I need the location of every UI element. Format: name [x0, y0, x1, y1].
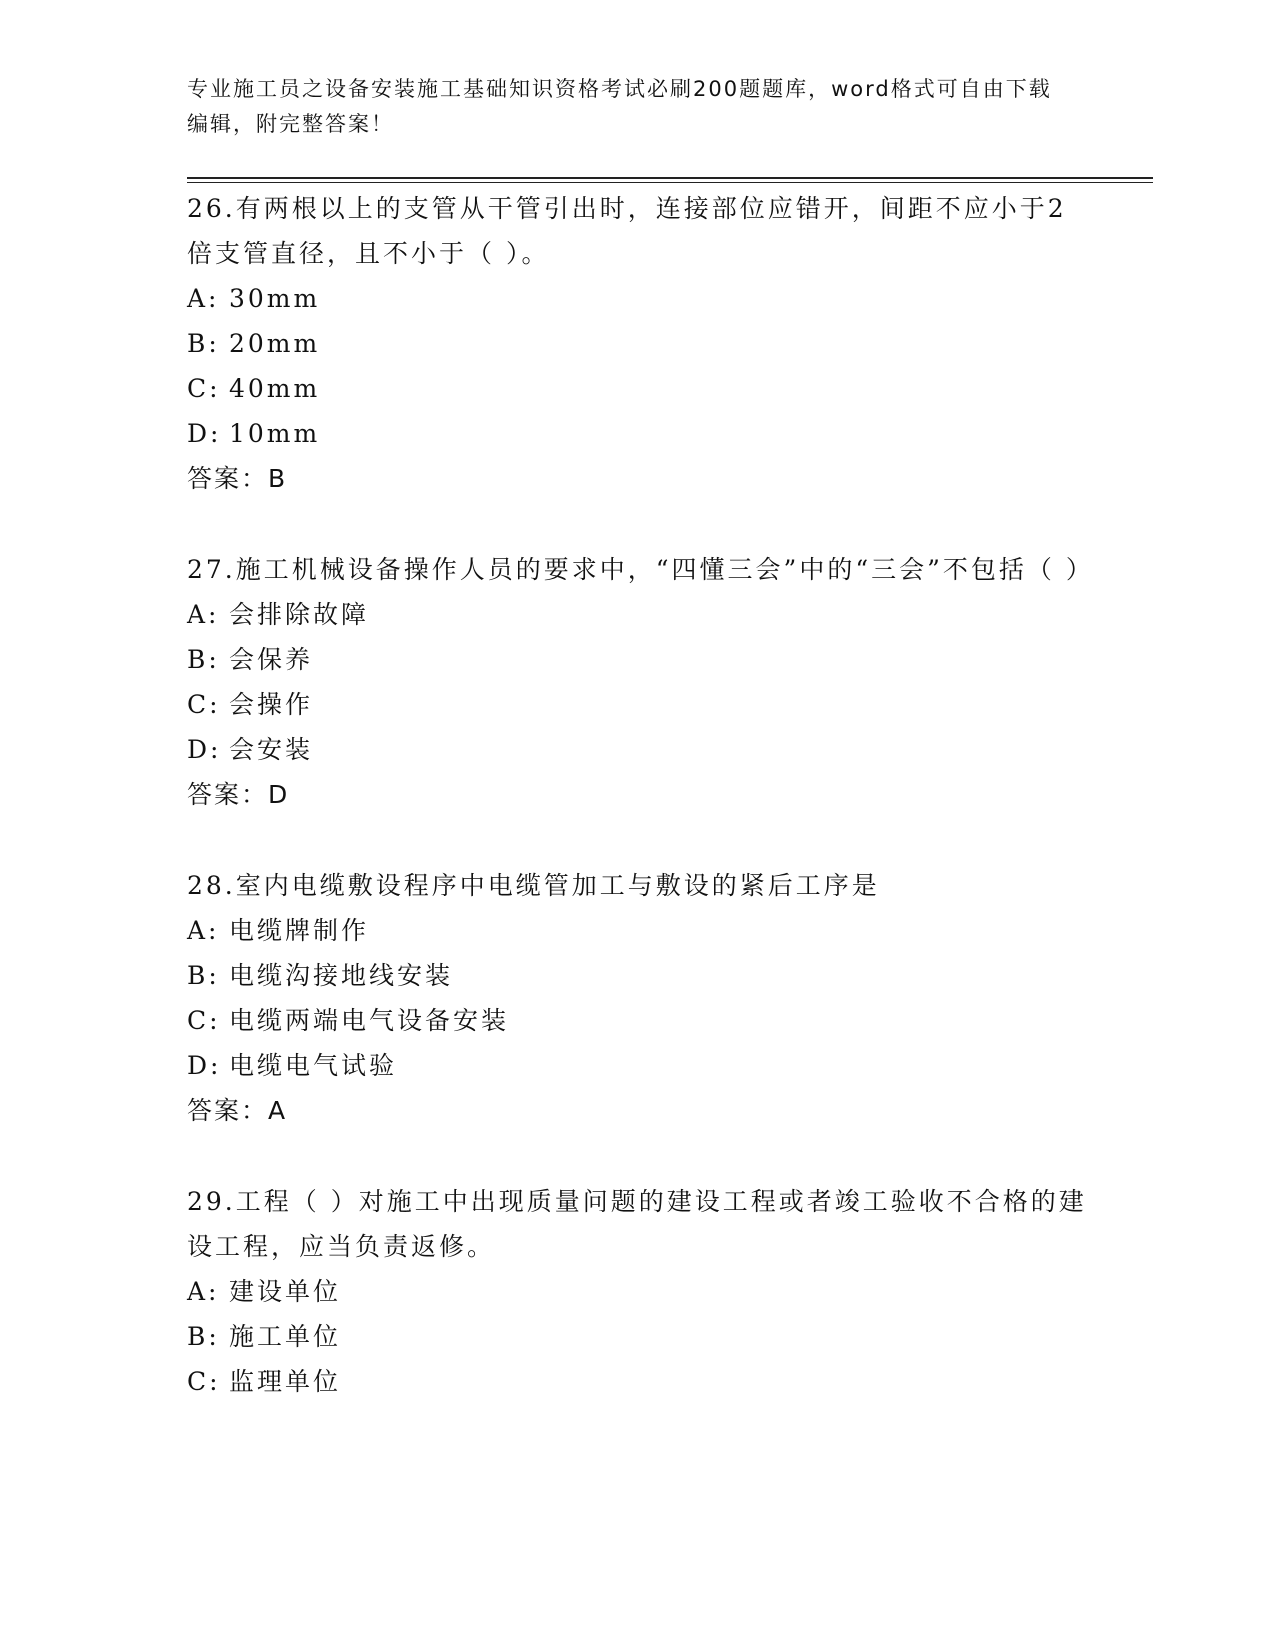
option-value: 会保养 [229, 645, 314, 674]
option-key: A: [187, 1277, 220, 1306]
option-value: 会排除故障 [229, 600, 370, 629]
option-d [187, 727, 1087, 772]
header-rule-thick [187, 177, 1153, 179]
option-key: B: [187, 961, 220, 990]
option-key: A: [187, 600, 220, 629]
option-key: A: [187, 916, 220, 945]
option-b [187, 637, 1087, 682]
option-key: D: [187, 419, 222, 448]
option-value: 10mm [229, 419, 321, 448]
option-key: B: [187, 329, 220, 358]
header-rule-thin [187, 182, 1153, 183]
option-value: 电缆牌制作 [229, 916, 370, 945]
option-value: 监理单位 [229, 1367, 342, 1396]
option-value: 30mm [229, 284, 321, 313]
option-b [187, 953, 1087, 998]
option-a [187, 276, 1087, 321]
answer-line: 答案：D [187, 780, 290, 809]
option-value: 20mm [229, 329, 321, 358]
option-key: C: [187, 690, 221, 719]
option-a [187, 592, 1087, 637]
option-value: 施工单位 [229, 1322, 342, 1351]
option-c [187, 682, 1087, 727]
question-text: 26.有两根以上的支管从干管引出时，连接部位应错开，间距不应小于2倍支管直径，且不小于（ ）。 [187, 194, 1067, 268]
option-key: C: [187, 1367, 221, 1396]
option-value: 电缆电气试验 [229, 1051, 398, 1080]
option-value: 40mm [229, 374, 321, 403]
option-key: C: [187, 1006, 221, 1035]
option-b [187, 321, 1087, 366]
option-key: B: [187, 645, 220, 674]
question-text: 28.室内电缆敷设程序中电缆管加工与敷设的紧后工序是 [187, 871, 880, 900]
option-d [187, 411, 1087, 456]
option-key: C: [187, 374, 221, 403]
option-key: D: [187, 735, 222, 764]
option-c [187, 998, 1087, 1043]
option-d [187, 1043, 1087, 1088]
option-a [187, 908, 1087, 953]
option-key: A: [187, 284, 220, 313]
option-key: B: [187, 1322, 220, 1351]
option-c [187, 366, 1087, 411]
answer-line: 答案：A [187, 1096, 288, 1125]
option-value: 建设单位 [229, 1277, 342, 1306]
question-29 [187, 1179, 1087, 1404]
question-28 [187, 863, 1087, 1133]
question-text: 29.工程（ ）对施工中出现质量问题的建设工程或者竣工验收不合格的建设工程，应当负责返修。 [187, 1187, 1087, 1261]
option-value: 会操作 [229, 690, 314, 719]
option-value: 会安装 [229, 735, 314, 764]
question-text: 27.施工机械设备操作人员的要求中，“四懂三会”中的“三会”不包括（ ） [187, 555, 1094, 584]
option-a [187, 1269, 1087, 1314]
option-value: 电缆两端电气设备安装 [229, 1006, 510, 1035]
answer-line: 答案：B [187, 464, 288, 493]
option-c [187, 1359, 1087, 1404]
option-value: 电缆沟接地线安装 [229, 961, 454, 990]
option-b [187, 1314, 1087, 1359]
option-key: D: [187, 1051, 222, 1080]
question-list [187, 186, 1094, 1450]
question-26 [187, 186, 1087, 501]
document-header: 专业施工员之设备安装施工基础知识资格考试必刷200题题库，word格式可自由下载编辑，附完整答案！ [187, 77, 1052, 136]
question-27 [187, 547, 1094, 817]
